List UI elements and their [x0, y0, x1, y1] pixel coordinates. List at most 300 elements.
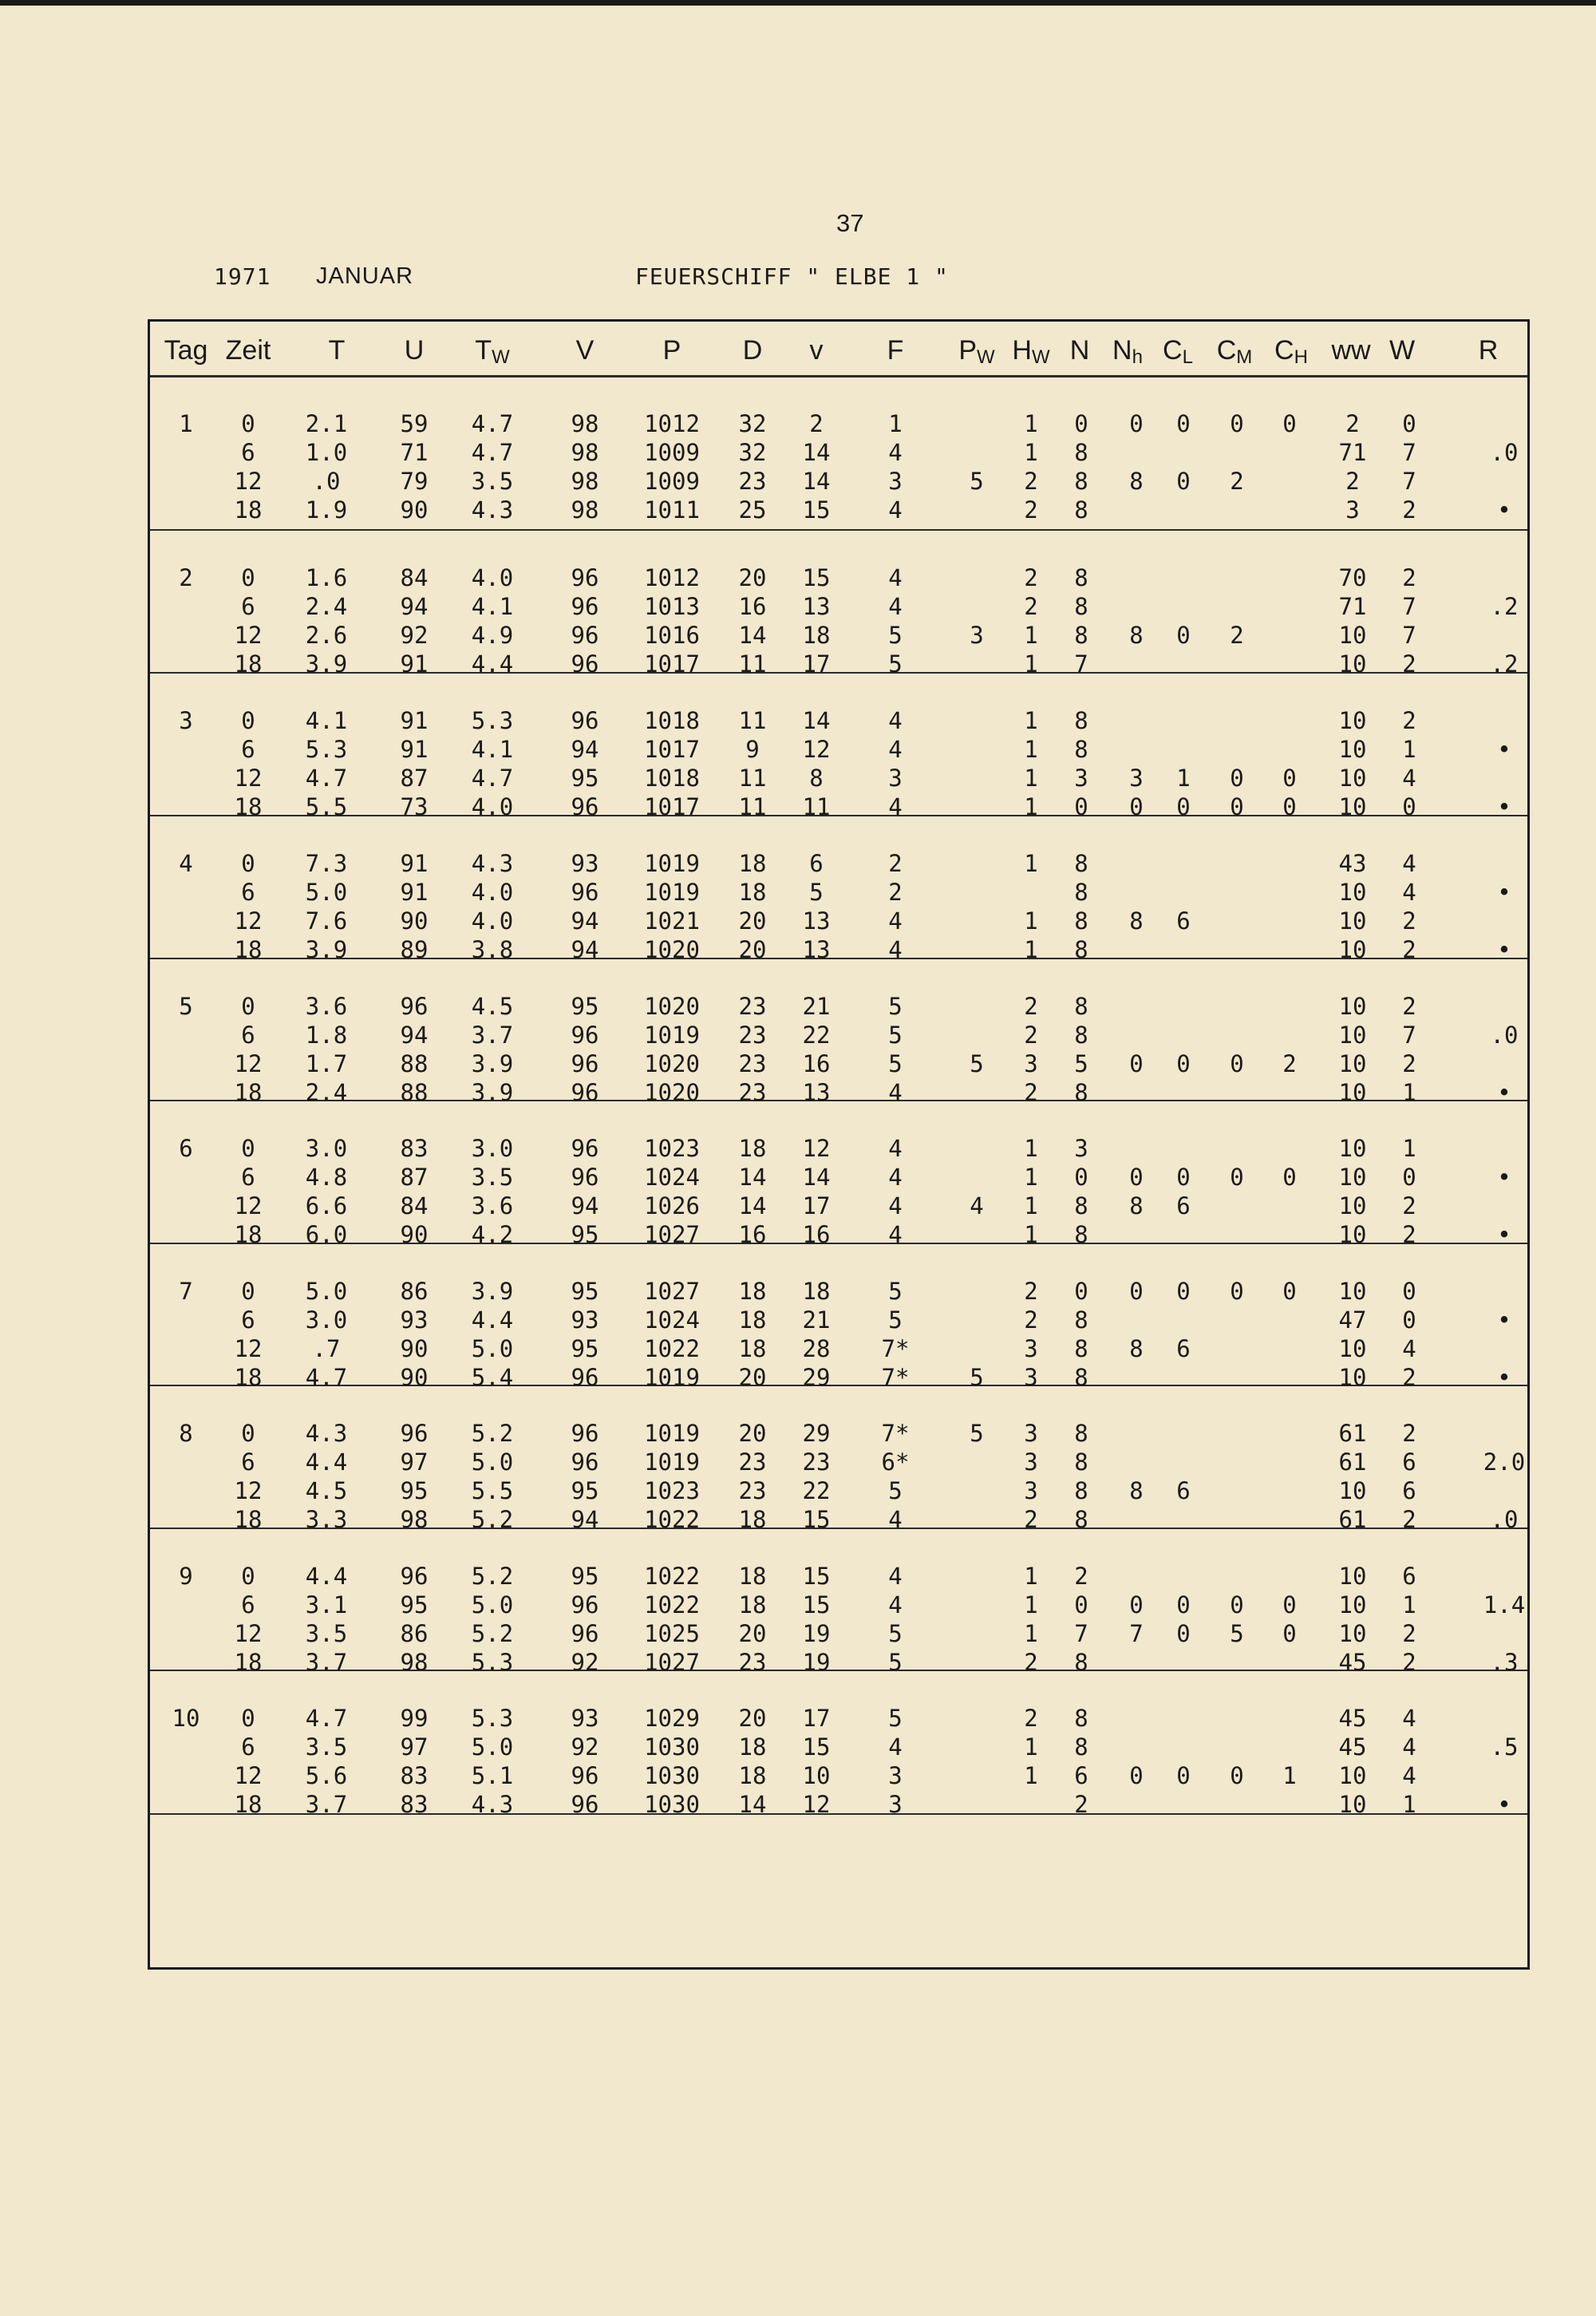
table-cell: 8: [1129, 1192, 1144, 1219]
table-cell: 1017: [644, 736, 700, 763]
table-cell: 7.6: [305, 907, 348, 935]
table-cell: 0: [1176, 410, 1191, 437]
table-cell: 28: [802, 1335, 831, 1362]
table-cell: 17: [802, 1192, 831, 1219]
table-cell: 0: [1282, 1164, 1297, 1191]
table-cell: 96: [571, 793, 599, 820]
table-cell: 12: [802, 1135, 831, 1162]
table-cell: 4.5: [305, 1477, 348, 1504]
table-cell: 98: [400, 1649, 429, 1676]
table-cell: 3: [888, 468, 903, 495]
table-cell: 90: [400, 1335, 429, 1362]
table-cell: 95: [571, 1221, 599, 1248]
table-cell: 92: [571, 1649, 599, 1676]
table-cell: 5: [970, 1420, 984, 1447]
table-cell: 1023: [644, 1477, 700, 1504]
column-header: W: [1389, 335, 1416, 366]
table-cell: 2: [1402, 993, 1416, 1020]
table-cell: 8: [809, 765, 824, 792]
table-cell: 2: [1024, 1079, 1038, 1106]
table-cell: 5.5: [305, 793, 348, 820]
table-cell: 0: [1074, 1591, 1088, 1618]
table-cell: 8: [1074, 564, 1088, 591]
table-cell: 96: [571, 1620, 599, 1647]
table-cell: 12: [234, 1192, 263, 1219]
table-cell: 1: [1024, 707, 1038, 734]
table-cell: 95: [571, 765, 599, 792]
table-cell: 2: [1074, 1791, 1088, 1818]
table-cell: 8: [1074, 1022, 1088, 1049]
table-cell: 96: [571, 1791, 599, 1818]
column-header: Tag: [164, 335, 208, 366]
table-cell: 5: [970, 1364, 984, 1391]
table-cell: 3.5: [471, 468, 514, 495]
table-cell: 96: [571, 707, 599, 734]
table-cell: 96: [571, 1164, 599, 1191]
table-cell: 2.6: [305, 622, 348, 649]
table-cell: 70: [1338, 564, 1367, 591]
table-cell: 2: [1402, 496, 1416, 524]
table-cell: 97: [400, 1733, 429, 1761]
table-cell: 10: [1338, 707, 1367, 734]
table-cell: 12: [234, 1762, 263, 1789]
table-cell: 4: [888, 1164, 903, 1191]
day-separator: [150, 1100, 1527, 1101]
table-cell: 19: [802, 1649, 831, 1676]
table-cell: 0: [241, 1563, 255, 1590]
table-cell: 4.0: [471, 564, 514, 591]
table-cell: 5.0: [305, 879, 348, 906]
table-cell: 32: [738, 410, 767, 437]
table-cell: 6: [1402, 1563, 1416, 1590]
table-cell: 3.5: [305, 1733, 348, 1761]
table-cell: 5.3: [305, 736, 348, 763]
table-cell: 0: [241, 1135, 255, 1162]
table-cell: 1: [1024, 1591, 1038, 1618]
table-cell: 1: [1282, 1762, 1297, 1789]
table-cell: 1: [1024, 936, 1038, 963]
table-cell: 3.0: [305, 1135, 348, 1162]
table-cell: 2: [888, 879, 903, 906]
day-number: 1: [179, 410, 193, 437]
day-number: 3: [179, 707, 193, 734]
header-title: FEUERSCHIFF " ELBE 1 ": [635, 263, 949, 290]
table-cell: 15: [802, 1506, 831, 1533]
day-number: 4: [179, 850, 193, 877]
table-cell: 3: [1074, 765, 1088, 792]
table-cell: 1027: [644, 1278, 700, 1305]
table-cell: 1022: [644, 1506, 700, 1533]
table-cell: 3.0: [471, 1135, 514, 1162]
table-cell: 20: [738, 907, 767, 935]
table-cell: 4.3: [471, 1791, 514, 1818]
table-cell: 10: [1338, 1022, 1367, 1049]
table-cell: 4.7: [305, 1364, 348, 1391]
table-cell: 3: [1024, 1364, 1038, 1391]
column-header: $T_W$: [475, 335, 510, 368]
table-cell: 3: [1024, 1050, 1038, 1077]
table-cell: 5: [970, 1050, 984, 1077]
table-cell: 1.0: [305, 439, 348, 466]
table-cell: 2: [1402, 1221, 1416, 1248]
table-cell: 2: [1402, 1649, 1416, 1676]
table-cell: 7: [1402, 593, 1416, 620]
weather-table: [148, 319, 1530, 1970]
table-cell: 29: [802, 1420, 831, 1447]
table-cell: 2: [1230, 622, 1244, 649]
table-cell: 1019: [644, 850, 700, 877]
table-cell: 2: [1282, 1050, 1297, 1077]
table-cell: 15: [802, 564, 831, 591]
table-cell: 0: [1129, 410, 1144, 437]
table-cell: 6*: [881, 1448, 910, 1476]
table-cell: 12: [802, 1791, 831, 1818]
table-cell: 5.6: [305, 1762, 348, 1789]
table-cell: 1024: [644, 1306, 700, 1334]
table-cell: 0: [1129, 1164, 1144, 1191]
table-cell: 1: [1024, 1620, 1038, 1647]
table-cell: 4.5: [471, 993, 514, 1020]
table-cell: 2.0: [1483, 1448, 1526, 1476]
table-cell: 7: [1402, 622, 1416, 649]
table-cell: 18: [802, 1278, 831, 1305]
table-cell: 91: [400, 850, 429, 877]
table-cell: 8: [1074, 907, 1088, 935]
table-cell: 5: [888, 1620, 903, 1647]
table-cell: .7: [312, 1335, 341, 1362]
table-cell: 4.4: [305, 1448, 348, 1476]
table-cell: 1020: [644, 936, 700, 963]
column-header: D: [742, 335, 763, 366]
table-cell: •: [1497, 879, 1511, 906]
table-cell: 5: [970, 468, 984, 495]
table-cell: 8: [1074, 496, 1088, 524]
table-cell: 6: [1402, 1448, 1416, 1476]
table-cell: 1: [1402, 1079, 1416, 1106]
table-cell: 93: [571, 850, 599, 877]
table-cell: 1.8: [305, 1022, 348, 1049]
table-cell: 1030: [644, 1791, 700, 1818]
day-number: 7: [179, 1278, 193, 1305]
table-cell: 18: [738, 1506, 767, 1533]
table-cell: 4.4: [471, 1306, 514, 1334]
table-cell: 23: [738, 468, 767, 495]
table-cell: 10: [1338, 793, 1367, 820]
table-cell: 7.3: [305, 850, 348, 877]
table-cell: 86: [400, 1278, 429, 1305]
table-cell: 4: [888, 936, 903, 963]
table-cell: 2: [888, 850, 903, 877]
table-cell: 18: [738, 1335, 767, 1362]
table-cell: 6: [1176, 1335, 1191, 1362]
table-cell: 3.9: [471, 1079, 514, 1106]
table-cell: 6: [241, 879, 255, 906]
table-cell: 21: [802, 1306, 831, 1334]
table-cell: •: [1497, 1364, 1511, 1391]
table-cell: 1: [1024, 907, 1038, 935]
table-cell: 1020: [644, 1079, 700, 1106]
table-cell: 20: [738, 564, 767, 591]
table-cell: 1030: [644, 1733, 700, 1761]
table-cell: 8: [1074, 439, 1088, 466]
table-cell: 1.7: [305, 1050, 348, 1077]
table-cell: 1.4: [1483, 1591, 1526, 1618]
table-cell: 2: [1024, 593, 1038, 620]
table-cell: 0: [241, 1420, 255, 1447]
table-cell: 8: [1129, 1335, 1144, 1362]
table-cell: 2: [1402, 707, 1416, 734]
table-cell: •: [1497, 1221, 1511, 1248]
table-cell: 1: [1024, 850, 1038, 877]
table-cell: 4: [888, 736, 903, 763]
table-cell: 0: [1074, 410, 1088, 437]
table-cell: 14: [802, 707, 831, 734]
table-cell: 3.5: [305, 1620, 348, 1647]
table-cell: 8: [1074, 1733, 1088, 1761]
table-cell: 10: [1338, 1079, 1367, 1106]
header-month: JANUAR: [316, 263, 414, 289]
table-cell: 5.0: [471, 1591, 514, 1618]
table-cell: 18: [234, 1506, 263, 1533]
table-cell: 8: [1074, 1221, 1088, 1248]
table-cell: 15: [802, 1591, 831, 1618]
table-cell: 0: [1176, 622, 1191, 649]
table-cell: 93: [400, 1306, 429, 1334]
table-cell: 1023: [644, 1135, 700, 1162]
table-cell: 4: [888, 439, 903, 466]
table-cell: 8: [1074, 1448, 1088, 1476]
table-cell: 2.4: [305, 1079, 348, 1106]
table-cell: 0: [1402, 1278, 1416, 1305]
table-cell: 4.7: [471, 410, 514, 437]
table-cell: 94: [571, 1192, 599, 1219]
table-cell: 18: [234, 1364, 263, 1391]
table-cell: 96: [571, 1591, 599, 1618]
table-cell: 4.3: [305, 1420, 348, 1447]
table-cell: 3.8: [471, 936, 514, 963]
table-cell: 4.4: [305, 1563, 348, 1590]
table-cell: 0: [1176, 1050, 1191, 1077]
table-cell: 97: [400, 1448, 429, 1476]
table-cell: 2: [1074, 1563, 1088, 1590]
table-cell: 5.2: [471, 1620, 514, 1647]
table-cell: 1: [1024, 765, 1038, 792]
table-cell: 0: [1402, 410, 1416, 437]
table-cell: 3.3: [305, 1506, 348, 1533]
table-cell: •: [1497, 496, 1511, 524]
table-cell: 0: [1074, 1278, 1088, 1305]
table-cell: 1018: [644, 707, 700, 734]
table-cell: 1: [1024, 1164, 1038, 1191]
table-cell: 0: [241, 707, 255, 734]
table-cell: 11: [738, 793, 767, 820]
table-cell: 83: [400, 1135, 429, 1162]
table-cell: 23: [738, 993, 767, 1020]
table-cell: 2: [1024, 1649, 1038, 1676]
table-cell: 1012: [644, 410, 700, 437]
table-cell: 11: [738, 765, 767, 792]
table-cell: 0: [241, 564, 255, 591]
table-cell: 18: [738, 1733, 767, 1761]
table-cell: 8: [1074, 622, 1088, 649]
day-separator: [150, 1813, 1527, 1815]
day-separator: [150, 1670, 1527, 1671]
table-cell: 4: [888, 1591, 903, 1618]
table-cell: 94: [571, 1506, 599, 1533]
table-cell: 3.9: [471, 1050, 514, 1077]
table-cell: 79: [400, 468, 429, 495]
table-cell: 7: [1074, 650, 1088, 678]
table-cell: 0: [1176, 1591, 1191, 1618]
day-separator: [150, 529, 1527, 531]
table-cell: 0: [241, 1705, 255, 1732]
table-cell: 84: [400, 1192, 429, 1219]
table-cell: 3: [888, 765, 903, 792]
table-cell: 6: [241, 1164, 255, 1191]
table-cell: 91: [400, 707, 429, 734]
table-cell: 90: [400, 907, 429, 935]
table-cell: 1022: [644, 1563, 700, 1590]
table-cell: 7: [1402, 1022, 1416, 1049]
column-header: $C_M$: [1216, 335, 1253, 368]
table-cell: 2: [1345, 410, 1360, 437]
table-cell: .3: [1490, 1649, 1519, 1676]
table-cell: 12: [234, 1335, 263, 1362]
table-cell: 0: [1282, 410, 1297, 437]
table-cell: 3: [1074, 1135, 1088, 1162]
column-header: N: [1069, 335, 1090, 366]
table-cell: 1: [1402, 1791, 1416, 1818]
table-cell: 4.1: [305, 707, 348, 734]
table-cell: 8: [1074, 1420, 1088, 1447]
table-cell: 9: [745, 736, 760, 763]
table-cell: 5.5: [471, 1477, 514, 1504]
table-cell: 3.6: [305, 993, 348, 1020]
table-cell: 3.9: [305, 936, 348, 963]
table-cell: .0: [1490, 1022, 1519, 1049]
column-header: $C_H$: [1274, 335, 1308, 368]
table-cell: 5: [1074, 1050, 1088, 1077]
table-cell: 1: [1024, 1762, 1038, 1789]
table-cell: 2: [1024, 1306, 1038, 1334]
table-cell: 0: [1129, 793, 1144, 820]
table-cell: 0: [1282, 1278, 1297, 1305]
table-cell: 1: [1402, 736, 1416, 763]
table-cell: 95: [571, 1335, 599, 1362]
table-cell: 10: [1338, 1563, 1367, 1590]
table-cell: 20: [738, 1620, 767, 1647]
day-number: 8: [179, 1420, 193, 1447]
table-cell: 61: [1338, 1506, 1367, 1533]
table-cell: 10: [1338, 907, 1367, 935]
table-cell: 2: [1024, 993, 1038, 1020]
table-cell: 92: [571, 1733, 599, 1761]
table-cell: 18: [738, 1135, 767, 1162]
table-cell: 59: [400, 410, 429, 437]
day-separator: [150, 815, 1527, 816]
table-cell: 10: [1338, 1335, 1367, 1362]
table-cell: 10: [1338, 1050, 1367, 1077]
table-cell: 1029: [644, 1705, 700, 1732]
table-cell: 13: [802, 907, 831, 935]
table-cell: 8: [1129, 468, 1144, 495]
table-cell: 10: [1338, 1791, 1367, 1818]
table-cell: 83: [400, 1762, 429, 1789]
table-cell: 3: [1345, 496, 1360, 524]
table-cell: 4: [888, 593, 903, 620]
table-cell: 4.9: [471, 622, 514, 649]
table-cell: 8: [1074, 707, 1088, 734]
table-cell: 45: [1338, 1733, 1367, 1761]
table-cell: 18: [234, 1649, 263, 1676]
table-cell: 0: [1282, 765, 1297, 792]
table-cell: 71: [1338, 593, 1367, 620]
table-cell: 12: [234, 1050, 263, 1077]
table-cell: 0: [1129, 1591, 1144, 1618]
table-cell: 1030: [644, 1762, 700, 1789]
table-cell: 94: [571, 907, 599, 935]
table-cell: •: [1497, 793, 1511, 820]
table-cell: 87: [400, 765, 429, 792]
table-cell: 6.6: [305, 1192, 348, 1219]
table-cell: 92: [400, 622, 429, 649]
table-cell: 2: [1345, 468, 1360, 495]
table-cell: 3.0: [305, 1306, 348, 1334]
table-cell: 13: [802, 1079, 831, 1106]
table-cell: 98: [571, 496, 599, 524]
table-cell: 96: [400, 993, 429, 1020]
table-cell: 16: [738, 593, 767, 620]
table-cell: 96: [400, 1563, 429, 1590]
table-cell: 3.7: [305, 1791, 348, 1818]
table-cell: 0: [1176, 793, 1191, 820]
table-cell: 2: [1402, 936, 1416, 963]
table-cell: 10: [1338, 1477, 1367, 1504]
table-cell: 6: [241, 439, 255, 466]
table-cell: 7*: [881, 1335, 910, 1362]
table-cell: 20: [738, 1705, 767, 1732]
table-cell: 95: [571, 1278, 599, 1305]
day-separator: [150, 1385, 1527, 1386]
header-rule: [150, 375, 1527, 377]
table-cell: 14: [738, 1164, 767, 1191]
table-cell: 23: [738, 1079, 767, 1106]
table-cell: 23: [738, 1649, 767, 1676]
table-cell: 98: [571, 439, 599, 466]
table-cell: 8: [1074, 1705, 1088, 1732]
table-cell: 0: [1230, 410, 1244, 437]
table-cell: 8: [1074, 1079, 1088, 1106]
table-cell: 18: [234, 793, 263, 820]
table-cell: 83: [400, 1791, 429, 1818]
table-cell: 12: [234, 1620, 263, 1647]
table-cell: 5: [888, 1050, 903, 1077]
table-cell: 15: [802, 1733, 831, 1761]
table-cell: 73: [400, 793, 429, 820]
table-cell: 2: [1402, 1420, 1416, 1447]
table-cell: 1025: [644, 1620, 700, 1647]
table-cell: 1026: [644, 1192, 700, 1219]
table-cell: •: [1497, 936, 1511, 963]
table-cell: 43: [1338, 850, 1367, 877]
table-cell: 0: [1176, 1278, 1191, 1305]
table-cell: 93: [571, 1705, 599, 1732]
table-cell: 18: [738, 1591, 767, 1618]
table-cell: 99: [400, 1705, 429, 1732]
table-cell: 15: [802, 1563, 831, 1590]
table-cell: •: [1497, 1164, 1511, 1191]
table-cell: 1: [888, 410, 903, 437]
